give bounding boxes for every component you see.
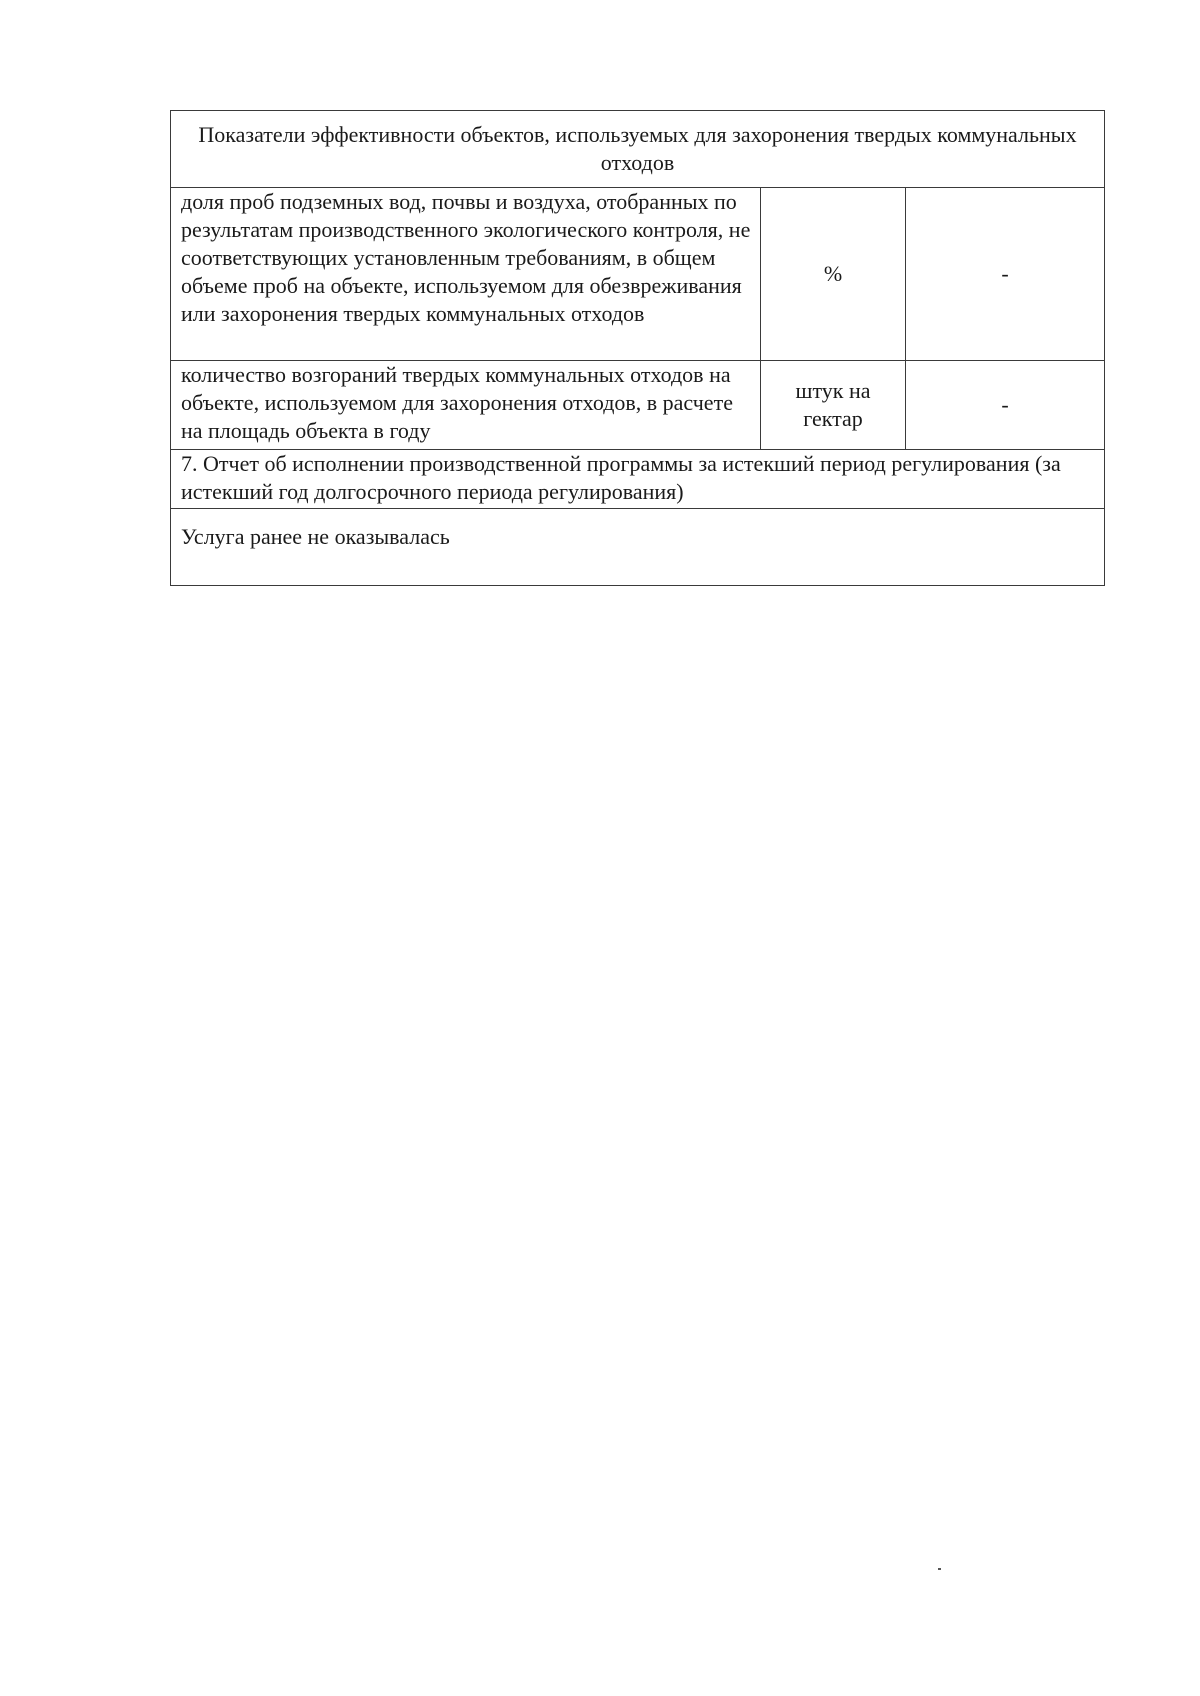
indicator-description: доля проб подземных вод, почвы и воздуха, отобранных по результатам производственного экологического контроля, не соответствующих установленным требованиям, в общем объеме проб на объекте, используемом для обезвреживания или захоронения твердых коммунальных отходов: [171, 188, 761, 361]
indicator-value: -: [906, 361, 1105, 450]
indicator-unit: %: [761, 188, 906, 361]
section-note: Услуга ранее не оказывалась: [171, 509, 1105, 586]
table-header-row: [171, 111, 1105, 188]
section-title-row: [171, 450, 1105, 509]
indicator-unit: штук на гектар: [761, 361, 906, 450]
table-row: [171, 361, 1105, 450]
indicator-description: количество возгораний твердых коммунальных отходов на объекте, используемом для захоронения отходов, в расчете на площадь объекта в году: [171, 361, 761, 450]
indicator-value: -: [906, 188, 1105, 361]
scan-speck: [938, 1568, 941, 1570]
section-note-row: [171, 509, 1105, 586]
table-row: [171, 188, 1105, 361]
table-header: Показатели эффективности объектов, используемых для захоронения твердых коммунальных отходов: [171, 111, 1105, 188]
performance-table: [170, 110, 1105, 586]
section-title: 7. Отчет об исполнении производственной программы за истекший период регулирования (за истекший год долгосрочного периода регулирования): [171, 450, 1105, 509]
